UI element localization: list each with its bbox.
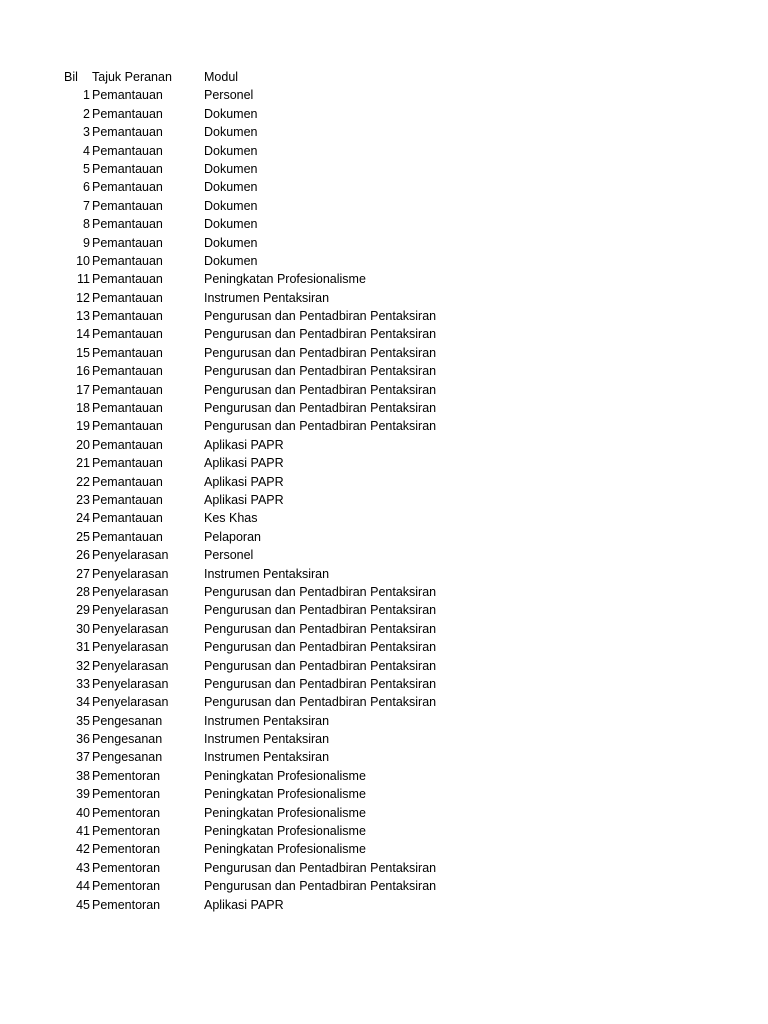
cell-role: Pengesanan <box>92 732 163 747</box>
cell-bil: 25 <box>76 529 90 544</box>
cell-bil: 23 <box>76 492 90 507</box>
cell-role: Pemantauan <box>92 217 163 232</box>
table-row <box>0 546 768 564</box>
table-row <box>0 270 768 288</box>
cell-role: Pengesanan <box>92 750 163 765</box>
cell-role: Pemantauan <box>92 180 163 195</box>
cell-modul: Pengurusan dan Pentadbiran Pentaksiran <box>204 695 437 710</box>
cell-modul: Pelaporan <box>204 529 261 544</box>
cell-role: Pemantauan <box>92 419 163 434</box>
cell-modul: Pengurusan dan Pentadbiran Pentaksiran <box>204 640 437 655</box>
cell-modul: Dokumen <box>204 161 258 176</box>
cell-bil: 41 <box>76 824 90 839</box>
table-row <box>0 325 768 343</box>
cell-role: Pemantauan <box>92 125 163 140</box>
cell-modul: Pengurusan dan Pentadbiran Pentaksiran <box>204 860 437 875</box>
cell-role: Pemantauan <box>92 401 163 416</box>
cell-bil: 1 <box>83 88 90 103</box>
cell-modul: Dokumen <box>204 106 258 121</box>
cell-bil: 33 <box>76 676 90 691</box>
cell-modul: Peningkatan Profesionalisme <box>204 842 366 857</box>
cell-role: Pemantauan <box>92 474 163 489</box>
table-row <box>0 657 768 675</box>
cell-bil: 2 <box>83 106 90 121</box>
cell-bil: 34 <box>76 695 90 710</box>
cell-bil: 22 <box>76 474 90 489</box>
table-row <box>0 381 768 399</box>
cell-bil: 43 <box>76 860 90 875</box>
cell-role: Pemantauan <box>92 198 163 213</box>
cell-bil: 39 <box>76 787 90 802</box>
table-row <box>0 491 768 509</box>
table-row <box>0 123 768 141</box>
table-row <box>0 528 768 546</box>
cell-role: Pementoran <box>92 879 161 894</box>
cell-role: Penyelarasan <box>92 676 169 691</box>
cell-modul: Pengurusan dan Pentadbiran Pentaksiran <box>204 382 437 397</box>
table-row <box>0 601 768 619</box>
cell-role: Pemantauan <box>92 106 163 121</box>
cell-modul: Aplikasi PAPR <box>204 492 284 507</box>
cell-role: Pemantauan <box>92 235 163 250</box>
cell-role: Pemantauan <box>92 309 163 324</box>
cell-role: Penyelarasan <box>92 640 169 655</box>
table-row <box>0 565 768 583</box>
cell-bil: 40 <box>76 805 90 820</box>
table-row <box>0 730 768 748</box>
cell-role: Pemantauan <box>92 345 163 360</box>
cell-modul: Instrumen Pentaksiran <box>204 566 330 581</box>
cell-modul: Aplikasi PAPR <box>204 897 284 912</box>
table-row <box>0 509 768 527</box>
cell-role: Penyelarasan <box>92 695 169 710</box>
cell-role: Pengesanan <box>92 713 163 728</box>
cell-role: Pementoran <box>92 805 161 820</box>
cell-role: Penyelarasan <box>92 548 169 563</box>
table-row <box>0 675 768 693</box>
cell-role: Pemantauan <box>92 492 163 507</box>
cell-modul: Pengurusan dan Pentadbiran Pentaksiran <box>204 419 437 434</box>
cell-bil: 44 <box>76 879 90 894</box>
table-row <box>0 896 768 914</box>
cell-role: Pemantauan <box>92 364 163 379</box>
cell-role: Penyelarasan <box>92 658 169 673</box>
header-modul: Modul <box>204 70 239 84</box>
table-row <box>0 215 768 233</box>
cell-modul: Kes Khas <box>204 511 258 526</box>
cell-modul: Peningkatan Profesionalisme <box>204 272 366 287</box>
table-row <box>0 142 768 160</box>
cell-role: Pementoran <box>92 842 161 857</box>
cell-role: Pemantauan <box>92 161 163 176</box>
table-row <box>0 712 768 730</box>
cell-role: Pemantauan <box>92 529 163 544</box>
cell-bil: 7 <box>83 198 90 213</box>
cell-bil: 13 <box>76 309 90 324</box>
cell-bil: 36 <box>76 732 90 747</box>
table-header-row <box>0 68 768 86</box>
cell-bil: 38 <box>76 768 90 783</box>
cell-role: Penyelarasan <box>92 621 169 636</box>
cell-role: Pemantauan <box>92 437 163 452</box>
cell-bil: 24 <box>76 511 90 526</box>
cell-bil: 6 <box>83 180 90 195</box>
cell-bil: 31 <box>76 640 90 655</box>
cell-role: Pementoran <box>92 824 161 839</box>
cell-modul: Dokumen <box>204 253 258 268</box>
cell-role: Pemantauan <box>92 290 163 305</box>
table-row <box>0 840 768 858</box>
cell-bil: 16 <box>76 364 90 379</box>
cell-bil: 3 <box>83 125 90 140</box>
table-row <box>0 178 768 196</box>
cell-bil: 32 <box>76 658 90 673</box>
cell-bil: 4 <box>83 143 90 158</box>
cell-bil: 17 <box>76 382 90 397</box>
cell-role: Pemantauan <box>92 382 163 397</box>
table-row <box>0 362 768 380</box>
cell-role: Pemantauan <box>92 456 163 471</box>
cell-modul: Pengurusan dan Pentadbiran Pentaksiran <box>204 364 437 379</box>
table-row <box>0 785 768 803</box>
cell-modul: Peningkatan Profesionalisme <box>204 768 366 783</box>
table-row <box>0 307 768 325</box>
table-row <box>0 620 768 638</box>
cell-bil: 37 <box>76 750 90 765</box>
table-body <box>0 86 768 914</box>
cell-role: Pementoran <box>92 860 161 875</box>
cell-modul: Aplikasi PAPR <box>204 456 284 471</box>
cell-role: Penyelarasan <box>92 603 169 618</box>
cell-modul: Dokumen <box>204 198 258 213</box>
cell-role: Pemantauan <box>92 253 163 268</box>
cell-modul: Pengurusan dan Pentadbiran Pentaksiran <box>204 879 437 894</box>
cell-bil: 10 <box>76 253 90 268</box>
table-row <box>0 105 768 123</box>
cell-bil: 21 <box>76 456 90 471</box>
header-role: Tajuk Peranan <box>92 70 172 84</box>
cell-bil: 42 <box>76 842 90 857</box>
cell-bil: 9 <box>83 235 90 250</box>
table-row <box>0 344 768 362</box>
cell-modul: Pengurusan dan Pentadbiran Pentaksiran <box>204 603 437 618</box>
cell-modul: Instrumen Pentaksiran <box>204 750 330 765</box>
cell-modul: Pengurusan dan Pentadbiran Pentaksiran <box>204 658 437 673</box>
table-row <box>0 767 768 785</box>
table-row <box>0 234 768 252</box>
cell-modul: Dokumen <box>204 235 258 250</box>
table-row <box>0 638 768 656</box>
cell-role: Pemantauan <box>92 143 163 158</box>
table-row <box>0 86 768 104</box>
cell-bil: 19 <box>76 419 90 434</box>
cell-modul: Pengurusan dan Pentadbiran Pentaksiran <box>204 584 437 599</box>
cell-modul: Dokumen <box>204 217 258 232</box>
cell-bil: 27 <box>76 566 90 581</box>
table-row <box>0 804 768 822</box>
cell-modul: Personel <box>204 88 254 103</box>
cell-bil: 5 <box>83 161 90 176</box>
cell-modul: Dokumen <box>204 180 258 195</box>
cell-modul: Dokumen <box>204 125 258 140</box>
table-row <box>0 583 768 601</box>
cell-bil: 18 <box>76 401 90 416</box>
cell-bil: 26 <box>76 548 90 563</box>
table-row <box>0 693 768 711</box>
cell-modul: Instrumen Pentaksiran <box>204 732 330 747</box>
cell-modul: Pengurusan dan Pentadbiran Pentaksiran <box>204 327 437 342</box>
table-row <box>0 289 768 307</box>
cell-bil: 11 <box>77 272 90 287</box>
cell-bil: 30 <box>76 621 90 636</box>
cell-modul: Instrumen Pentaksiran <box>204 713 330 728</box>
table-row <box>0 417 768 435</box>
cell-modul: Peningkatan Profesionalisme <box>204 787 366 802</box>
table-row <box>0 877 768 895</box>
cell-modul: Personel <box>204 548 254 563</box>
table-row <box>0 436 768 454</box>
cell-modul: Dokumen <box>204 143 258 158</box>
cell-role: Pementoran <box>92 768 161 783</box>
table-row <box>0 252 768 270</box>
cell-role: Pementoran <box>92 897 161 912</box>
cell-modul: Pengurusan dan Pentadbiran Pentaksiran <box>204 621 437 636</box>
cell-bil: 20 <box>76 437 90 452</box>
cell-role: Pementoran <box>92 787 161 802</box>
cell-modul: Peningkatan Profesionalisme <box>204 824 366 839</box>
spreadsheet-table <box>0 68 768 914</box>
cell-modul: Aplikasi PAPR <box>204 474 284 489</box>
table-row <box>0 473 768 491</box>
cell-bil: 45 <box>76 897 90 912</box>
cell-role: Pemantauan <box>92 511 163 526</box>
cell-role: Pemantauan <box>92 272 163 287</box>
cell-bil: 8 <box>83 217 90 232</box>
cell-bil: 29 <box>76 603 90 618</box>
table-row <box>0 454 768 472</box>
table-row <box>0 197 768 215</box>
cell-modul: Pengurusan dan Pentadbiran Pentaksiran <box>204 676 437 691</box>
cell-modul: Instrumen Pentaksiran <box>204 290 330 305</box>
cell-modul: Peningkatan Profesionalisme <box>204 805 366 820</box>
table-row <box>0 859 768 877</box>
cell-bil: 12 <box>76 290 90 305</box>
table-row <box>0 822 768 840</box>
cell-modul: Aplikasi PAPR <box>204 437 284 452</box>
header-bil: Bil <box>64 70 78 84</box>
cell-role: Pemantauan <box>92 327 163 342</box>
table-row <box>0 399 768 417</box>
cell-role: Pemantauan <box>92 88 163 103</box>
cell-modul: Pengurusan dan Pentadbiran Pentaksiran <box>204 345 437 360</box>
cell-role: Penyelarasan <box>92 566 169 581</box>
cell-modul: Pengurusan dan Pentadbiran Pentaksiran <box>204 309 437 324</box>
cell-bil: 14 <box>76 327 90 342</box>
cell-role: Penyelarasan <box>92 584 169 599</box>
table-row <box>0 748 768 766</box>
cell-modul: Pengurusan dan Pentadbiran Pentaksiran <box>204 401 437 416</box>
cell-bil: 35 <box>76 713 90 728</box>
table-row <box>0 160 768 178</box>
cell-bil: 15 <box>76 345 90 360</box>
cell-bil: 28 <box>76 584 90 599</box>
